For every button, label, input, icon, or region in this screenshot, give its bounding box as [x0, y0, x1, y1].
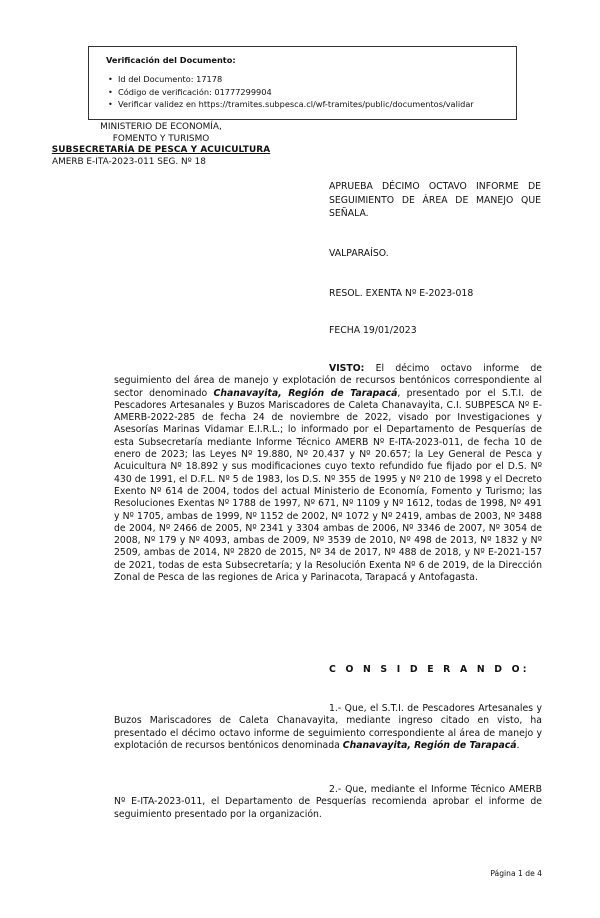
visto-label: VISTO:: [329, 363, 365, 374]
verification-id: • Id del Documento: 17178: [106, 73, 516, 86]
verification-url[interactable]: • Verificar validez en https://tramites.subpesca.cl/wf-tramites/public/documentos/validar: [106, 98, 516, 111]
subsecretaria-name: SUBSECRETARÍA DE PESCA Y ACUICULTURA: [51, 145, 271, 155]
visto-text-2: , presentado por el S.T.I. de Pescadores Artesanales y Buzos Mariscadores de Caleta Chanavayita, C.I. SUBPESCA Nº E-AMERB-2022-285 de fecha 24 de noviembre de 2022, visado por Investigaciones y Asesorías Marinas Vidamar E.I.R.L.; lo informado por el Departamento de Pesquerías de esta Subsecretaría mediante Informe Técnico AMERB Nº E-ITA-2023-011, de fecha 10 de enero de 2023; las Leyes Nº 19.880, Nº 20.437 y Nº 20.657; la Ley General de Pesca y Acuicultura Nº 18.892 y sus modificaciones cuyo texto refundido fue fijado por el D.S. Nº 430 de 1991, el D.F.L. Nº 5 de 1983, los D.S. Nº 355 de 1995 y Nº 210 de 1998 y el Decreto Exento Nº 614 de 2004, todos del actual Ministerio de Economía, Fomento y Turismo; las Resoluciones Exentas Nº 1788 de 1997, Nº 671, Nº 1109 y Nº 1612, todas de 1998, Nº 491 y Nº 1705, ambas de 1999, Nº 1152 de 2002, Nº 1072 y Nº 2419, ambas de 2003, Nº 3488 de 2004, Nº 2466 de 2005, Nº 2341 y 3304 ambas de 2006, Nº 3346 de 2007, Nº 3054 de 2008, Nº 179 y Nº 4093, ambas de 2009, Nº 3539 de 2010, Nº 498 de 2013, Nº 1832 y Nº 2509, ambas de 2014, Nº 2820 de 2015, Nº 34 de 2017, Nº 488 de 2018, y Nº E-2021-157 de 2021, todas de esta Subsecretaría; y la Resolución Exenta Nº 6 de 2019, de la Dirección Zonal de Pesca de las regiones de Arica y Parinacota, Tarapacá y Antofagasta.: [114, 387, 542, 584]
considerando-1-text: 1.- Que, el S.T.I. de Pescadores Artesanales y Buzos Mariscadores de Caleta Chanavayita, mediante ingreso citado en visto, ha presentado el décimo octavo informe de seguimiento correspondiente al área de manejo y explotación de recursos bentónicos denominada: [114, 703, 542, 751]
verification-box: [88, 46, 517, 120]
resolution-subject: APRUEBA DÉCIMO OCTAVO INFORME DE SEGUIMIENTO DE ÁREA DE MANEJO QUE SEÑALA.: [329, 181, 541, 219]
visto-paragraph: [114, 363, 542, 584]
visto-area-name: Chanavayita, Región de Tarapacá: [213, 387, 398, 399]
considerando-1-end: .: [516, 739, 520, 751]
verification-code: • Código de verificación: 01777299904: [106, 86, 516, 99]
considerando-item-2: 2.- Que, mediante el Informe Técnico AMERB Nº E-ITA-2023-011, el Departamento de Pesquerías recomienda aprobar el informe de seguimiento presentado por la organización.: [114, 784, 542, 820]
resolution-place: VALPARAÍSO.: [329, 248, 389, 259]
page-number: Página 1 de 4: [490, 869, 542, 878]
considerando-1-area: Chanavayita, Región de Tarapacá: [342, 739, 517, 751]
ministry-line-1: MINISTERIO DE ECONOMÍA,: [100, 122, 222, 132]
ministry-header: [36, 122, 286, 157]
visto-text-1: El décimo octavo informe de seguimiento del área de manejo y explotación de recursos bentónicos correspondiente al sector denominado: [114, 363, 542, 399]
considerando-heading: C O N S I D E R A N D O:: [329, 664, 530, 675]
document-reference: AMERB E-ITA-2023-011 SEG. Nº 18: [52, 157, 206, 167]
resolution-number: RESOL. EXENTA Nº E-2023-018: [329, 288, 474, 299]
considerando-item-1: [114, 703, 542, 752]
verification-list: [106, 73, 516, 111]
resolution-date: FECHA 19/01/2023: [329, 325, 417, 336]
verification-title: Verificación del Documento:: [106, 55, 236, 65]
ministry-line-2: FOMENTO Y TURISMO: [112, 133, 210, 144]
